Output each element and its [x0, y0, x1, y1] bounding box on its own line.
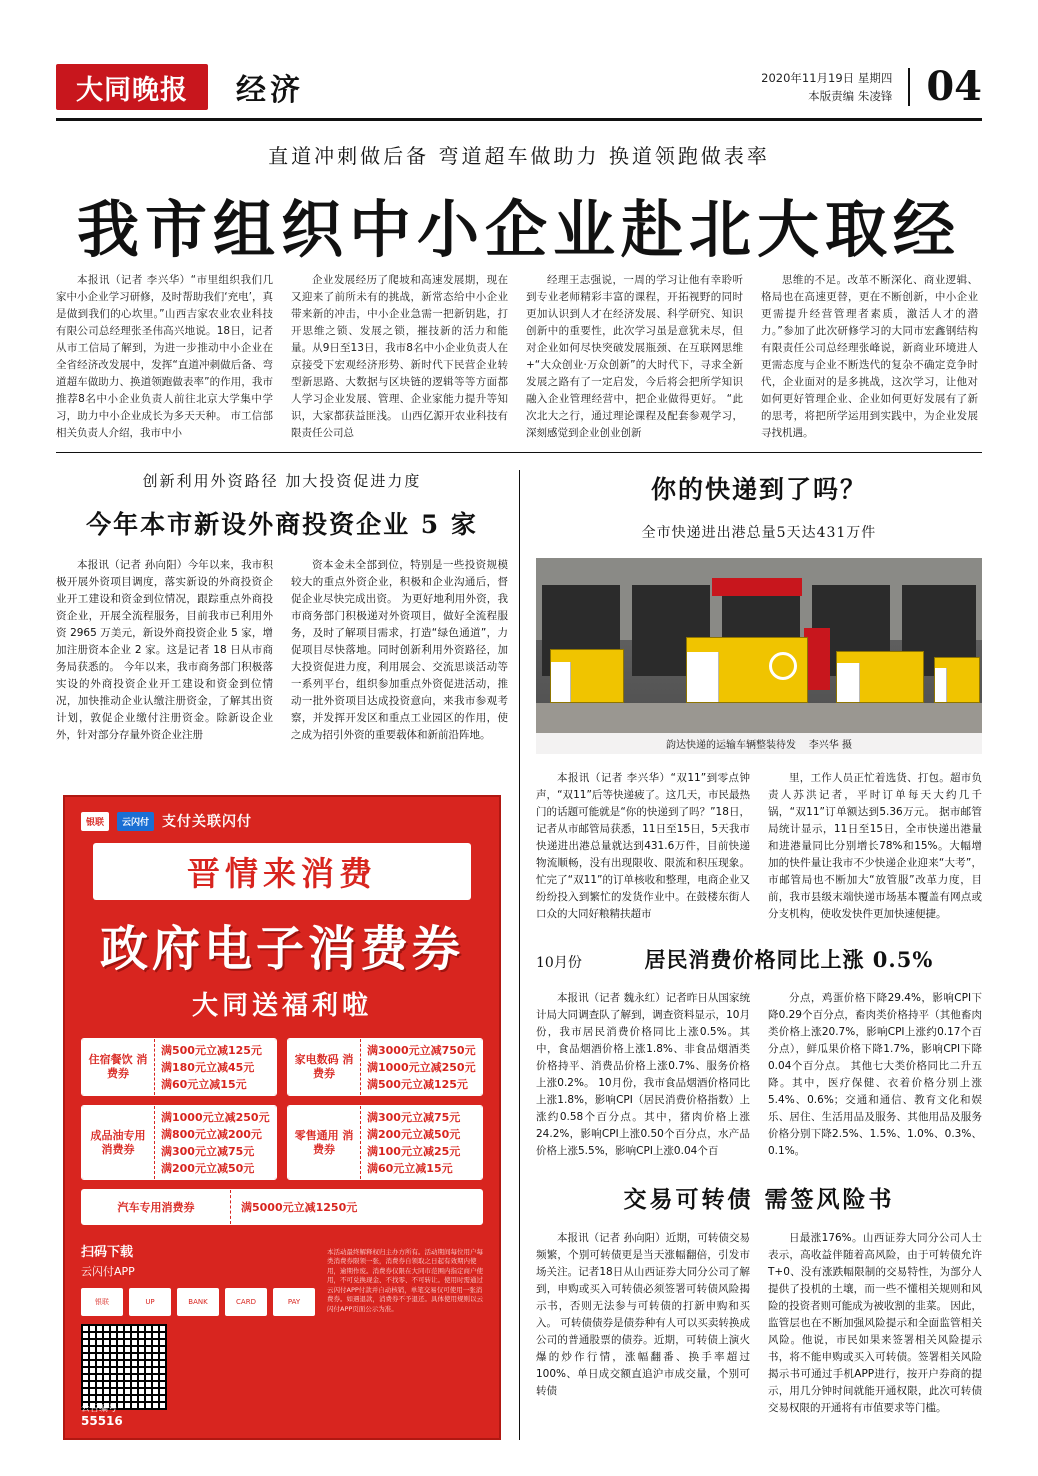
right-story-body [536, 770, 982, 926]
ad-footer-label: 公告编号 [81, 1404, 118, 1414]
coupon-values [154, 1106, 276, 1179]
coupon-value: 满1000元立减250元 [161, 1111, 270, 1124]
cpi-headline-row [536, 944, 982, 974]
lead-column-4 [761, 272, 978, 437]
issue-date: 2020年11月19日 星期四 [761, 70, 893, 85]
editor-credit: 本版责编 朱凌锋 [808, 89, 893, 103]
coupon-name: 住宿餐饮 消费券 [82, 1039, 154, 1095]
delivery-truck [934, 657, 980, 703]
download-title-text: 扫码下载 [81, 1245, 134, 1260]
delivery-truck [550, 649, 624, 703]
coupon-row [81, 1105, 483, 1180]
coupon-value: 满500元立减125元 [367, 1078, 468, 1091]
bank-logo-icon: CARD [225, 1288, 267, 1316]
download-sub-text: 云闪付APP [81, 1265, 135, 1279]
lead-kicker: 直道冲刺做后备 弯道超车做助力 换道领跑做表率 [268, 144, 770, 168]
coupon-value: 满200元立减50元 [367, 1128, 461, 1141]
column-divider [519, 470, 520, 1440]
smile-icon [769, 652, 797, 680]
lead-divider [56, 452, 982, 453]
truck-cab [935, 668, 947, 702]
bank-logo-row [81, 1288, 315, 1316]
ad-download-block [81, 1244, 315, 1410]
photo-credit: 李兴华 摄 [808, 740, 852, 751]
bank-logo-icon: 银联 [81, 1288, 123, 1316]
photo-sign [712, 578, 802, 596]
masthead-right [761, 63, 982, 110]
delivery-truck [686, 637, 808, 703]
cpi-text: 分点，鸡蛋价格下降29.4%，影响CPI下降0.29个百分点，畜肉类价格持平（其他畜肉类价格上涨20.7%，影响CPI上涨约0.17个百分点），鲜瓜果价格下降1.7%，影响CPI下降0.04个百分点。 其他七大类价格同比二升五降。其中，医疗保健、衣着价格分别上涨5.4%、0.6%；交通和通信、教育文化和娱乐、居住、生活用品及服务、其他用品及服务价格分别下降2.5%、1.5%、1.0%、0.3%、0.1%。 [768, 992, 982, 1157]
lead-column-2 [291, 272, 508, 437]
coupon-value: 满300元立减75元 [367, 1111, 461, 1124]
lead-text: 企业发展经历了爬坡和高速发展期，现在又迎来了前所未有的挑战，新常态给中小企业带来新的冲击，中小企业急需一把新钥匙，打开思维之锁、发展之锁，摧技新的活力和能量。从9日至13日，我市8名中小企业负责人在京接受下宏观经济形势、新时代下民营企业转型新思路、大数据与区块链的逻辑等等方面都人学习企业发展、管理、企业家能力提升等知识，大家都获益匪浅。 山西亿源开农业科技有限责任公司总 [291, 274, 508, 439]
lead-column-3 [526, 272, 743, 437]
cpi-headline: 居民消费价格同比上涨 0.5% [644, 947, 934, 972]
ad-fine-print: 本活动最终解释权归主办方所有。活动期间每位用户每类消费券限领一张，消费券自领取之日起有效期内使用，逾期作废。消费券仅限在大同市范围内指定商户使用，不可兑换现金、不找零、不可转让。使用时需通过云闪付APP付款并自动核销，单笔交易仅可使用一张消费券。如遇退款，消费券不予退还。具体使用规则以云闪付APP页面公示为准。 [327, 1248, 483, 1313]
bond-text: 日最涨176%。山西证券大同分公司人士表示，高收益伴随着高风险，由于可转债允许T+0、没有涨跌幅限制的交易特性，为部分人提供了投机的土壤，而一些不懂相关规则和风险的投资者则可能成为被收割的韭菜。 因此，监管层也在不断加强风险提示和全面监管相关风险。他说，市民如果来签署相关风险提示书，将不能申购或买入可转债。签署相关风险揭示书可通过手机APP进行，按开户券商的提示，用几分钟时间就能开通权限，此次可转债交易权限的开通将有市值要求等门槛。 [768, 1232, 982, 1414]
coupon-card[interactable] [287, 1038, 483, 1096]
masthead-meta [761, 69, 892, 106]
ad-pay-label: 支付关联闪付 [162, 814, 253, 830]
coupon-value: 满500元立减125元 [161, 1044, 262, 1057]
delivery-truck [836, 651, 924, 703]
masthead-divider [908, 68, 910, 106]
coupon-values [360, 1039, 482, 1095]
lead-text: 本报讯（记者 李兴华）“市里组织我们几家中小企业学习研修，及时帮助我们‘充电’，真是做到我们的心坎里。”山西吉家农业农业科技有限公司总经理张圣伟高兴地说。18日，记者从市工信局了解到，为进一步推动中小企业在全省经济改发展中，发挥“直道冲刺做后备、弯道超车做助力、换道领跑做表率”的作用，我市推荐8名中小企业负责人前往北京大学集中学习，助力中小企业成长为多天天种。 市工信部相关负责人介绍，我市中小 [56, 274, 273, 439]
cloudpay-icon: 云闪付 [117, 812, 154, 831]
left-story-body [56, 557, 508, 747]
right-story-subhead: 全市快递进出港总量5天达431万件 [641, 525, 877, 541]
left-story-headline: 今年本市新设外商投资企业 5 家 [86, 510, 478, 539]
unionpay-icon: 银联 [81, 812, 109, 831]
ad-title-3: 大同送福利啦 [191, 991, 372, 1021]
lead-text: 思维的不足。改革不断深化、商业逻辑、格局也在高速更替，更在不断创新，中小企业更需提升经营管理者素质，激活人才的潜力。”参加了此次研修学习的大同市宏鑫钢结构有限责任公司总经理张峰说，新商业环境进人更需态度与企业不断迭代的复杂不确定竞争时代，企业面对的是多挑战，这次学习，让他对如何更好管理企业、企业如何更好发展有了新的思考，将把所学运用到实践中，为企业发展寻找机遇。 [761, 274, 978, 439]
truck-cab [551, 662, 571, 703]
left-story [56, 470, 508, 747]
coupon-values [360, 1106, 482, 1179]
ad-title-1: 晋情来消费 [93, 843, 471, 900]
left-text: 本报讯（记者 孙向阳）今年以来，我市积极开展外资项目调度，落实新设的外商投资企业开工建设和资金到位情况，跟踪重点外商投资企业，开展全流程服务，目前我市已利用外资 2965 万美元，新设外商投资企业 5 家，增加注册资本企业 2 家。这是记者 18 日从市商务局获悉的。 今年以来，我市商务部门积极落实设的外商投资企业开工建设和资金到位情况，加快推动企业认缴注册资金，了解其出资计划，敦促企业缴付注册资金。除新设企业外，针对部分存量外资企业注册 [56, 559, 273, 741]
bond-column-2 [768, 1230, 982, 1420]
truck-cab [687, 652, 719, 702]
bond-headline: 交易可转债 需签风险书 [623, 1186, 895, 1213]
photo-caption-text: 韵达快递的运输车辆整装待发 [666, 740, 797, 751]
left-column-1 [56, 557, 273, 747]
coupon-card[interactable] [81, 1038, 277, 1096]
cpi-date-label: 10月份 [536, 955, 582, 971]
left-column-2 [291, 557, 508, 747]
coupon-value: 满200元立减50元 [161, 1162, 255, 1175]
coupon-card-car[interactable] [81, 1189, 483, 1225]
coupon-value: 满1000元立减250元 [367, 1061, 476, 1074]
advertisement[interactable] [63, 795, 501, 1440]
bank-logo-icon: PAY [273, 1288, 315, 1316]
ad-footer [81, 1401, 123, 1428]
masthead [56, 56, 982, 121]
ad-download-section [65, 1234, 499, 1410]
coupon-grid [81, 1038, 483, 1225]
truck-cab [837, 663, 860, 702]
coupon-value: 满3000元立减750元 [367, 1044, 476, 1057]
bond-body [536, 1230, 982, 1420]
right-story [536, 470, 982, 1420]
left-story-kicker: 创新利用外资路径 加大投资促进力度 [142, 472, 422, 490]
ad-pay-row [65, 797, 499, 837]
coupon-row [81, 1038, 483, 1096]
ad-title-2: 政府电子消费券 [99, 921, 464, 977]
coupon-card[interactable] [287, 1105, 483, 1180]
bank-logo-icon: BANK [177, 1288, 219, 1316]
cpi-body [536, 990, 982, 1163]
lead-text: 经理王志强说，一周的学习让他有幸聆听到专业老师精彩丰富的课程，开拓视野的同时更加认识到人才在经济发展、科学研究、知识创新中的重要性，此次学习虽是意犹未尽，但对企业如何尽快突破发展瓶颈、在互联网思维+“大众创业·万众创新”的大时代下，寻求全新发展之路有了一定启发，今后将会把所学知识融入企业管理经营中，把企业做得更好。 “此次北大之行，通过理论课程及配套参观学习，深刻感觉到企业创业创新 [526, 274, 743, 439]
right-column-1 [536, 770, 750, 926]
right-column-2 [768, 770, 982, 926]
coupon-name: 汽车专用消费券 [82, 1190, 230, 1224]
page-number: 04 [926, 63, 982, 110]
coupon-value: 满300元立减75元 [161, 1145, 255, 1158]
ad-download-title [81, 1244, 315, 1280]
coupon-value: 满5000元立减1250元 [230, 1190, 482, 1224]
bank-logo-icon: UP [129, 1288, 171, 1316]
lead-headline: 我市组织中小企业赴北大取经 [76, 193, 961, 266]
coupon-value: 满60元立减15元 [161, 1078, 247, 1091]
news-photo [536, 558, 982, 754]
photo-caption [536, 733, 982, 754]
qr-code-icon[interactable] [81, 1324, 167, 1410]
right-story-headline: 你的快递到了吗？ [650, 475, 867, 504]
cpi-column-1 [536, 990, 750, 1163]
right-text: 本报讯（记者 李兴华）“双11”到零点钟声，“双11”后等快递疲了。这几天，市民最热门的话题可能就是“你的快递到了吗？”18日，记者从市邮管局获悉，11日至15日，5天我市快递进出港总量就达到431.6万件，目前快递物流顺畅，没有出现限收、限流和积压现象。 忙完了“双11”的订单核收和整理，电商企业又纷纷投入到繁忙的发货作业中。在鼓楼东街人口众的大同好粮精扶超市 [536, 772, 750, 920]
coupon-value: 满800元立减200元 [161, 1128, 262, 1141]
bond-text: 本报讯（记者 孙向阳）近期，可转债交易频繁，个别可转债更是当天涨幅翻倍，引发市场关注。记者18日从山西证券大同分公司了解到，申购或买入可转债必须签署可转债风险揭示书，否则无法参与可转债的打新申购和买入。 可转债债券是债券种有人可以买卖转换成公司的普通股票的债券。近期，可转债上演火爆的炒作行情，涨幅翻番、换手率超过100%、单日成交额直追沪市成交量，个别可转债 [536, 1232, 750, 1397]
newspaper-logo: 大同晚报 [56, 64, 208, 110]
ad-footer-value: 55516 [81, 1414, 123, 1428]
bond-column-1 [536, 1230, 750, 1420]
coupon-value: 满60元立减15元 [367, 1162, 453, 1175]
coupon-card[interactable] [81, 1105, 277, 1180]
coupon-name: 零售通用 消费券 [288, 1106, 360, 1179]
section-title: 经济 [236, 73, 304, 108]
coupon-value: 满180元立减45元 [161, 1061, 255, 1074]
coupon-name: 家电数码 消费券 [288, 1039, 360, 1095]
cpi-column-2 [768, 990, 982, 1163]
left-text: 资本金未全部到位，特别是一些投资规模较大的重点外资企业，积极和企业沟通后，督促企业尽快完成出资。 为更好地利用外资，我市商务部门积极递对外资项目，做好全流程服务，及时了解项目需求，打造“绿色通道”，力促项目尽快落地。同时创新利用外资路径，加大投资促进力度，利用展会、交流思谈活动等一系列平台，组织参加重点外资促进活动，推动一批外资项目达成投资意向，来我市参观考察，并发挥开发区和重点工业园区的作用，使之成为招引外资的重要载体和新前沿阵地。 [291, 559, 508, 741]
coupon-value: 满100元立减25元 [367, 1145, 461, 1158]
lead-column-1 [56, 272, 273, 437]
cpi-text: 本报讯（记者 魏永红）记者昨日从国家统计局大同调查队了解到，调查资料显示，10月份，我市居民消费价格同比上涨0.5%。其中，食品烟酒价格上涨1.8%、非食品烟酒类价格持平、消费品价格上涨0.7%、服务价格上涨0.2%。 10月份，我市食品烟酒价格同比上涨1.8%，影响CPI（居民消费价格指数）上涨约0.58个百分点。其中，猪肉价格上涨24.2%，影响CPI上涨0.50个百分点，水产品价格上涨5.5%，影响CPI上涨0.04个百 [536, 992, 750, 1157]
coupon-values [154, 1039, 276, 1095]
lead-body [56, 272, 982, 437]
coupon-name: 成品油专用 消费券 [82, 1106, 154, 1179]
right-text: 里，工作人员正忙着选货、打包。超市负责人苏洪记者，平时订单每天大约几千锅，“双11”订单额达到5.36万元。 据市邮管局统计显示，11日至15日，全市快递出港量和进港量同比分别增长78%和15%。大幅增加的快件量让我市不少快递企业迎来“大考”，市邮管局也不断加大“放管服”改革力度，目前，我市县级末端快递市场基本覆盖有网点或分支机构，使收发快件更加快速便捷。 [768, 772, 982, 920]
